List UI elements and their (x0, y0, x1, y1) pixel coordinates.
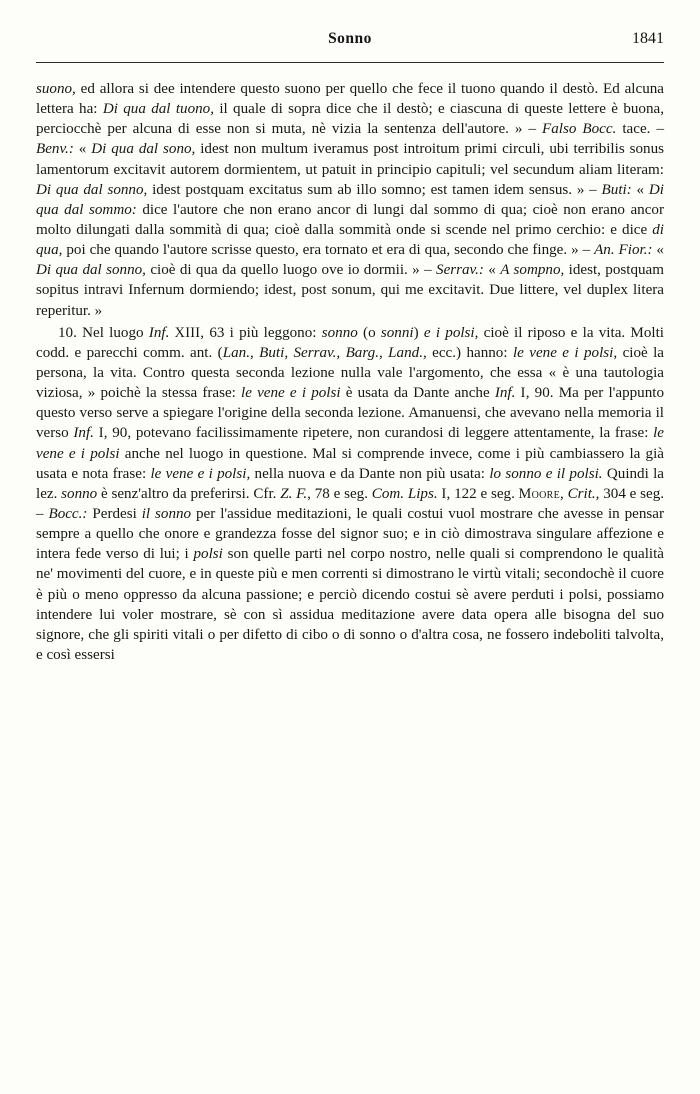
text-run: idest, postquam sopitus intravi Infernum dormiendo; idest, post sonum, qui me excitavit. Due littere, vel duplex litera reperitur. » (36, 262, 664, 319)
text-run: 78 e seg. (310, 485, 372, 502)
text-run: dice l'autore che non erano ancor di lungi dal sommo di qua; cioè non erano ancor molto dilungati dalla sommità di qua; cioè dalla sommità onde si scende nel primo cerchio: e dice (36, 201, 664, 238)
page-content (36, 30, 664, 665)
text-run: , 90. Ma per l'appunto questo verso serve a spiegare l'origine della seconda lezione. Amanuensi, che avevano nella memoria il verso (36, 385, 664, 442)
text-run: ) (413, 324, 424, 341)
text-run: idest non multum iveramus post introitum primi circuli, ubi terribilis sonus lamentorum excitavit autorem dormientem, ut patuit in principio capituli; vel secundum aliam literam: (36, 141, 664, 178)
text-run: « (631, 181, 649, 198)
text-run: Perdesi (87, 505, 142, 522)
text-run: per l'assidue meditazioni, le quali costui vuol mostrare che avesse in pensar sempre a quello che onore e grandezza fosse del signor suo; e in ciò dimostrava singulare affezione e intera fede verso di lui; i (36, 505, 664, 563)
italic-run: Inf. (73, 425, 94, 442)
italic-run: le vene e i polsi, (150, 465, 251, 482)
text-run: cioè la persona, la vita. Contro questa seconda lezione nulla vale l'argomento, che essa « è una tautologia viziosa, » poichè la stessa frase: (36, 344, 665, 402)
italic-run: e i polsi, (423, 324, 479, 341)
smallcaps-run: I (437, 485, 447, 502)
italic-run: le vene e i polsi (36, 425, 665, 462)
text-run: è usata da Dante anche (340, 385, 495, 402)
text-run: è senz'altro da preferirsi. Cfr. (97, 485, 281, 502)
text-run: , 63 i più leggono: (200, 324, 322, 341)
italic-run: Falso Bocc. (542, 121, 617, 138)
italic-run: Di qua dal sonno, (36, 181, 148, 198)
text-run: cioè di qua da quello luogo ove io dormii. » – (145, 262, 437, 279)
text-run: tace. – (616, 121, 664, 138)
header-divider (36, 62, 664, 63)
italic-run: Di qua dal sono, (91, 141, 196, 158)
text-run: , 90, potevano facilissimamente ripetere, non curandosi di leggere attentamente, la frase: (103, 425, 654, 442)
text-run: , (560, 485, 568, 502)
italic-run: Di qua dal sonno, (36, 262, 146, 279)
italic-run: Com. Lips. (371, 485, 438, 502)
text-run: , 122 e seg. (446, 485, 519, 502)
italic-run: le vene e i polsi (241, 385, 341, 402)
text-run: son quelle parti nel corpo nostro, nelle quali si comprendono le qualità ne' movimenti del cuore, e in queste più e men correnti si dimostrano le virtù vitali; secondochè il cuore è più o meno oppresso da alcuna passione; e perciò dicendo costui sè avere perduti i polsi, possiamo intendere lui voler mostrare, sè con sì assidua meditazione avere data opera alle bisogna del suo signore, che gli spiriti vitali o per difetto di cibo o di sonno o d'altra cosa, ne fossero indeboliti talvolta, e così essersi (36, 546, 664, 663)
italic-run: sonni (380, 324, 414, 341)
italic-run: Crit., (567, 485, 600, 502)
text-run: 10. Nel luogo (58, 324, 149, 341)
text-run: idest postquam excitatus sum ab illo somno; est tamen idem sensus. » – (147, 181, 602, 198)
text-run: poi che quando l'autore scrisse questo, era tornato et era di qua, secondo che finge. » – (62, 242, 595, 259)
text-run: nella nuova e da Dante non più usata: (250, 465, 490, 482)
smallcaps-run: I (515, 385, 526, 402)
italic-run: polsi (193, 546, 223, 563)
smallcaps-run: Moore (518, 485, 561, 502)
italic-run: An. Fior.: (594, 242, 653, 259)
text-run: ecc.) hanno: (426, 344, 513, 361)
italic-run: lo sonno e il polsi. (489, 465, 603, 482)
text-run: 304 e seg. – (36, 485, 665, 522)
italic-run: di qua, (36, 221, 664, 259)
italic-run: Inf. (148, 324, 170, 341)
text-run: Quindi la lez. (36, 465, 664, 502)
text-run: cioè il riposo e la vita. Molti codd. e parecchi comm. ant. ( (36, 324, 664, 361)
italic-run: Di qua dal tuono, (102, 101, 214, 118)
italic-run: Buti: (601, 181, 632, 198)
italic-run: sonno (321, 324, 358, 341)
page-title: Sonno (328, 30, 372, 47)
italic-run: Bocc.: (48, 505, 88, 522)
text-run: « (73, 141, 92, 158)
italic-run: sonno (61, 485, 98, 502)
text-run: anche nel luogo in questione. Mal si comprende invece, come i più cambiassero la già usata e nota frase: (36, 445, 665, 482)
italic-run: Lan., Buti, Serrav., Barg., Land., (222, 344, 427, 361)
smallcaps-run: XIII (169, 324, 201, 341)
paragraph-commentary-quotations (36, 79, 664, 321)
italic-run: suono, (36, 81, 76, 97)
paragraph-note-10 (36, 323, 664, 665)
italic-run: A sompno, (500, 262, 565, 279)
smallcaps-run: I (93, 425, 104, 442)
text-run: « (483, 262, 501, 279)
italic-run: Z. F., (280, 485, 311, 502)
text-run: (o (357, 324, 381, 341)
italic-run: le vene e i polsi, (512, 344, 618, 361)
page-header (36, 30, 664, 56)
text-run: ed allora si dee intendere questo suono per quello che fece il tuono quando il destò. Ed alcuna lettera ha: (36, 81, 664, 118)
italic-run: Serrav.: (436, 262, 484, 279)
italic-run: Di qua dal sommo: (36, 181, 664, 218)
italic-run: Benv.: (36, 141, 74, 158)
body-text-column (36, 79, 664, 665)
italic-run: il sonno (141, 505, 192, 522)
text-run: il quale di sopra dice che il destò; e ciascuna di queste lettere è buona, perciocchè per alcuna di esse non si muta, nè vizia la sentenza dell'autore. » – (36, 101, 664, 138)
page-number: 1841 (632, 30, 664, 47)
italic-run: Inf. (494, 385, 516, 402)
text-run: « (652, 242, 664, 259)
